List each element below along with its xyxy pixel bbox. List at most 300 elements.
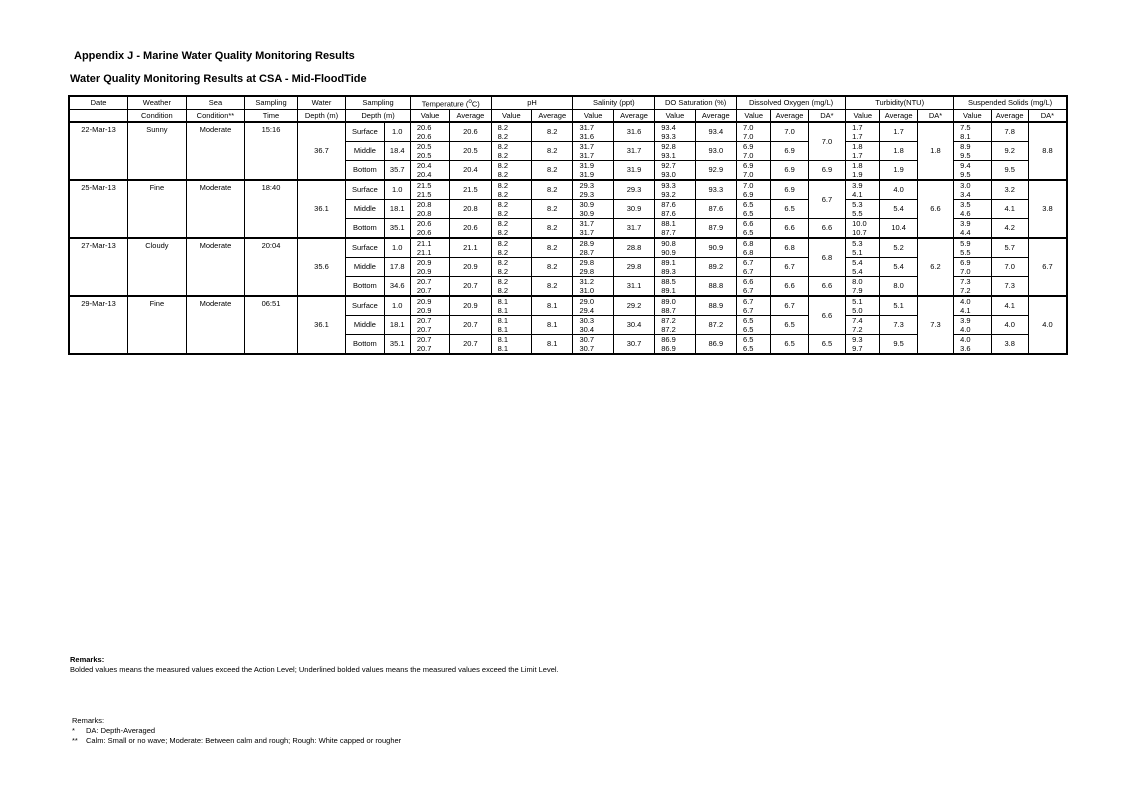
temperature-values [410, 257, 449, 276]
header-sampling-time: Sampling [245, 96, 298, 109]
suspended-solids-values [954, 141, 991, 160]
table-row [69, 122, 1067, 142]
dissolved-oxygen-values [737, 276, 771, 296]
ph-values [491, 199, 531, 218]
suspended-solids-average: 5.7 [991, 238, 1028, 258]
dissolved-oxygen-average: 6.9 [771, 160, 808, 180]
header-date: Date [69, 96, 128, 109]
dissolved-oxygen-values-reading: 6.5 [743, 343, 754, 353]
do-saturation-values-reading: 93.2 [661, 189, 676, 199]
suspended-solids-values-reading: 3.9 [960, 218, 971, 228]
subheader-average: Average [695, 109, 736, 122]
salinity-values-reading: 29.4 [579, 305, 595, 315]
temperature-average: 21.5 [450, 180, 491, 200]
turbidity-values [846, 334, 880, 354]
ph-average: 8.2 [532, 122, 573, 142]
suspended-solids-values-reading: 8.1 [960, 131, 971, 141]
ph-average: 8.2 [532, 276, 573, 296]
dissolved-oxygen-bottom-da: 6.5 [808, 334, 845, 354]
dissolved-oxygen-values-reading: 6.7 [743, 285, 754, 295]
salinity-average: 31.7 [613, 218, 654, 238]
salinity-values-reading: 31.0 [579, 285, 595, 295]
do-saturation-average: 86.9 [695, 334, 736, 354]
ph-values [491, 276, 531, 296]
turbidity-average: 10.4 [880, 218, 917, 238]
table-title: Water Quality Monitoring Results at CSA - Mid-FloodTide [70, 73, 367, 85]
salinity-values-reading: 30.7 [579, 334, 595, 344]
dissolved-oxygen-values [737, 257, 771, 276]
turbidity-values-reading: 10.7 [852, 227, 867, 237]
suspended-solids-values-reading: 3.9 [960, 315, 971, 325]
dissolved-oxygen-values-reading: 7.0 [743, 169, 754, 179]
suspended-solids-values-reading: 4.6 [960, 208, 971, 218]
appendix-title: Appendix J - Marine Water Quality Monitoring Results [74, 50, 355, 62]
date-cell: 22-Mar-13 [69, 122, 128, 180]
temperature-values [410, 141, 449, 160]
remarks-footnotes [72, 716, 401, 746]
turbidity-values-reading: 3.9 [852, 180, 863, 190]
header-weather: Weather [128, 96, 187, 109]
dissolved-oxygen-average: 6.9 [771, 180, 808, 200]
dissolved-oxygen-values-reading: 6.7 [743, 305, 754, 315]
subheader-da: DA* [1028, 109, 1067, 122]
dissolved-oxygen-values-reading: 6.5 [743, 324, 754, 334]
suspended-solids-values-reading: 4.1 [960, 305, 971, 315]
ph-values [491, 160, 531, 180]
ph-values-reading: 8.2 [497, 189, 509, 199]
suspended-solids-values-reading: 4.0 [960, 324, 971, 334]
ph-average: 8.2 [532, 160, 573, 180]
level-depth-cell: 18.1 [384, 315, 410, 334]
temperature-average: 20.5 [450, 141, 491, 160]
temperature-values-reading: 20.5 [416, 141, 432, 151]
do-saturation-values-reading: 88.5 [661, 276, 676, 286]
dissolved-oxygen-values-reading: 6.9 [743, 141, 754, 151]
table-row [69, 180, 1067, 200]
subheader-value: Value [954, 109, 991, 122]
dissolved-oxygen-values [737, 122, 771, 142]
turbidity-values-reading: 1.7 [852, 122, 863, 132]
footnote-sea-condition [72, 736, 401, 746]
temperature-average: 20.7 [450, 276, 491, 296]
salinity-values-reading: 31.7 [579, 141, 595, 151]
dissolved-oxygen-values [737, 238, 771, 258]
temperature-values-reading: 20.8 [416, 208, 432, 218]
dissolved-oxygen-bottom-da: 6.9 [808, 160, 845, 180]
suspended-solids-values-reading: 5.5 [960, 247, 971, 257]
suspended-solids-average: 3.8 [991, 334, 1028, 354]
turbidity-average: 1.8 [880, 141, 917, 160]
subheader-average: Average [532, 109, 573, 122]
dissolved-oxygen-values-reading: 6.8 [743, 238, 754, 248]
temperature-values-reading: 20.5 [416, 150, 432, 160]
do-saturation-values-reading: 89.3 [661, 266, 676, 276]
suspended-solids-values [954, 238, 991, 258]
do-saturation-average: 87.9 [695, 218, 736, 238]
ph-values [491, 180, 531, 200]
do-saturation-average: 87.6 [695, 199, 736, 218]
salinity-values-reading: 29.3 [579, 189, 595, 199]
dissolved-oxygen-average: 6.6 [771, 218, 808, 238]
temperature-values [410, 180, 449, 200]
salinity-values-reading: 31.9 [579, 169, 595, 179]
turbidity-average: 5.4 [880, 199, 917, 218]
salinity-values [573, 257, 613, 276]
turbidity-values [846, 296, 880, 316]
salinity-values-reading: 31.9 [579, 160, 595, 170]
suspended-solids-values-reading: 3.0 [960, 180, 971, 190]
sea-condition-cell: Moderate [186, 296, 245, 354]
salinity-values-reading: 30.4 [579, 324, 595, 334]
turbidity-average: 5.1 [880, 296, 917, 316]
turbidity-values-reading: 5.1 [852, 296, 863, 306]
temperature-values-reading: 20.4 [416, 169, 432, 179]
ph-values [491, 315, 531, 334]
ph-values-reading: 8.2 [497, 141, 509, 151]
ph-values-reading: 8.2 [497, 160, 509, 170]
suspended-solids-average: 4.0 [991, 315, 1028, 334]
header-turbidity: Turbidity(NTU) [846, 96, 954, 109]
suspended-solids-average: 7.3 [991, 276, 1028, 296]
suspended-solids-values-reading: 4.4 [960, 227, 971, 237]
do-saturation-values-reading: 93.3 [661, 131, 676, 141]
do-saturation-values [655, 180, 695, 200]
do-saturation-values-reading: 88.7 [661, 305, 676, 315]
dissolved-oxygen-da: 6.8 [808, 238, 845, 277]
do-saturation-values-reading: 87.6 [661, 208, 676, 218]
suspended-solids-values [954, 315, 991, 334]
do-saturation-values-reading: 92.8 [661, 141, 676, 151]
temperature-values [410, 276, 449, 296]
ph-average: 8.1 [532, 334, 573, 354]
do-saturation-average: 87.2 [695, 315, 736, 334]
turbidity-values [846, 257, 880, 276]
ph-values-reading: 8.1 [497, 305, 509, 315]
ph-average: 8.2 [532, 238, 573, 258]
dissolved-oxygen-values-reading: 6.9 [743, 189, 754, 199]
water-depth-cell: 36.1 [297, 180, 345, 238]
dissolved-oxygen-average: 6.5 [771, 334, 808, 354]
do-saturation-values-reading: 90.8 [661, 238, 676, 248]
footnote-text: DA: Depth-Averaged [86, 726, 156, 735]
temperature-values-reading: 21.5 [416, 189, 432, 199]
salinity-values-reading: 31.7 [579, 218, 595, 228]
temperature-values-reading: 20.6 [416, 122, 432, 132]
salinity-values [573, 276, 613, 296]
suspended-solids-values-reading: 9.5 [960, 169, 971, 179]
subheader-value: Value [846, 109, 880, 122]
ph-values [491, 257, 531, 276]
do-saturation-values-reading: 87.7 [661, 227, 676, 237]
header-dissolved-oxygen: Dissolved Oxygen (mg/L) [737, 96, 846, 109]
temperature-average: 21.1 [450, 238, 491, 258]
subheader-da: DA* [917, 109, 953, 122]
level-name-cell: Bottom [346, 276, 384, 296]
turbidity-values [846, 315, 880, 334]
dissolved-oxygen-values [737, 199, 771, 218]
temperature-values [410, 296, 449, 316]
salinity-values-reading: 30.9 [579, 199, 595, 209]
ph-values-reading: 8.2 [497, 247, 509, 257]
dissolved-oxygen-values [737, 296, 771, 316]
turbidity-values [846, 160, 880, 180]
level-name-cell: Surface [346, 122, 384, 142]
salinity-values-reading: 31.7 [579, 150, 595, 160]
header-weather-2: Condition [128, 109, 187, 122]
dissolved-oxygen-values [737, 315, 771, 334]
sea-condition-cell: Moderate [186, 122, 245, 180]
do-saturation-values [655, 315, 695, 334]
ph-values-reading: 8.1 [497, 296, 509, 306]
header-sea: Sea [186, 96, 245, 109]
subheader-value: Value [655, 109, 695, 122]
ph-values [491, 122, 531, 142]
temperature-average: 20.9 [450, 257, 491, 276]
dissolved-oxygen-average: 6.8 [771, 238, 808, 258]
header-sea-2: Condition** [186, 109, 245, 122]
dissolved-oxygen-values-reading: 6.5 [743, 315, 754, 325]
suspended-solids-values-reading: 6.9 [960, 257, 971, 267]
suspended-solids-values-reading: 4.0 [960, 334, 971, 344]
dissolved-oxygen-bottom-da: 6.6 [808, 276, 845, 296]
header-row-1 [69, 96, 1067, 109]
turbidity-da: 6.2 [917, 238, 953, 296]
dissolved-oxygen-values-reading: 6.5 [743, 199, 754, 209]
turbidity-values-reading: 5.1 [852, 247, 863, 257]
turbidity-values-reading: 9.7 [852, 343, 863, 353]
dissolved-oxygen-average: 6.6 [771, 276, 808, 296]
do-saturation-average: 89.2 [695, 257, 736, 276]
temperature-values [410, 334, 449, 354]
dissolved-oxygen-values-reading: 6.9 [743, 160, 754, 170]
dissolved-oxygen-values-reading: 6.7 [743, 266, 754, 276]
level-name-cell: Bottom [346, 334, 384, 354]
level-depth-cell: 1.0 [384, 238, 410, 258]
turbidity-average: 4.0 [880, 180, 917, 200]
header-suspended-solids: Suspended Solids (mg/L) [954, 96, 1067, 109]
suspended-solids-values-reading: 3.4 [960, 189, 971, 199]
ph-values-reading: 8.2 [497, 276, 509, 286]
dissolved-oxygen-values-reading: 6.5 [743, 208, 754, 218]
subheader-average: Average [991, 109, 1028, 122]
temperature-values-reading: 20.4 [416, 160, 432, 170]
weather-cell: Cloudy [128, 238, 187, 296]
temperature-values-reading: 20.7 [416, 343, 432, 353]
temperature-values [410, 315, 449, 334]
turbidity-da: 6.6 [917, 180, 953, 238]
turbidity-values [846, 122, 880, 142]
turbidity-values-reading: 7.9 [852, 285, 863, 295]
subheader-value: Value [737, 109, 771, 122]
salinity-average: 30.4 [613, 315, 654, 334]
do-saturation-values-reading: 88.1 [661, 218, 676, 228]
salinity-average: 31.6 [613, 122, 654, 142]
level-depth-cell: 34.6 [384, 276, 410, 296]
turbidity-values-reading: 8.0 [852, 276, 863, 286]
date-cell: 25-Mar-13 [69, 180, 128, 238]
subheader-value: Value [491, 109, 531, 122]
do-saturation-values-reading: 89.0 [661, 296, 676, 306]
temperature-average: 20.6 [450, 218, 491, 238]
weather-cell: Fine [128, 296, 187, 354]
suspended-solids-values [954, 122, 991, 142]
footnote-mark: * [72, 726, 75, 735]
temperature-values-reading: 20.9 [416, 266, 432, 276]
dissolved-oxygen-values-reading: 7.0 [743, 131, 754, 141]
dissolved-oxygen-values-reading: 6.5 [743, 334, 754, 344]
subheader-da: DA* [808, 109, 845, 122]
level-name-cell: Middle [346, 141, 384, 160]
level-name-cell: Middle [346, 199, 384, 218]
suspended-solids-values [954, 199, 991, 218]
salinity-values [573, 180, 613, 200]
header-ph: pH [491, 96, 573, 109]
dissolved-oxygen-bottom-da: 6.6 [808, 218, 845, 238]
subheader-value: Value [410, 109, 449, 122]
suspended-solids-values [954, 296, 991, 316]
dissolved-oxygen-average: 6.5 [771, 315, 808, 334]
ph-average: 8.2 [532, 199, 573, 218]
temperature-values [410, 122, 449, 142]
temperature-values-reading: 21.1 [416, 238, 432, 248]
turbidity-average: 5.4 [880, 257, 917, 276]
ph-average: 8.2 [532, 257, 573, 276]
temperature-values-reading: 20.7 [416, 324, 432, 334]
do-saturation-values [655, 199, 695, 218]
salinity-values [573, 315, 613, 334]
temperature-values [410, 238, 449, 258]
suspended-solids-values [954, 257, 991, 276]
suspended-solids-values-reading: 7.3 [960, 276, 971, 286]
temperature-values-reading: 20.7 [416, 285, 432, 295]
turbidity-values-reading: 9.3 [852, 334, 863, 344]
suspended-solids-da: 3.8 [1028, 180, 1067, 238]
suspended-solids-values [954, 160, 991, 180]
salinity-values-reading: 31.6 [579, 131, 595, 141]
footnote-da [72, 726, 401, 736]
dissolved-oxygen-values-reading: 7.0 [743, 150, 754, 160]
turbidity-values [846, 199, 880, 218]
suspended-solids-average: 9.5 [991, 160, 1028, 180]
do-saturation-average: 88.9 [695, 296, 736, 316]
do-saturation-values-reading: 86.9 [661, 343, 676, 353]
salinity-values [573, 334, 613, 354]
ph-average: 8.1 [532, 315, 573, 334]
ph-values-reading: 8.2 [497, 227, 509, 237]
dissolved-oxygen-values-reading: 6.8 [743, 247, 754, 257]
level-depth-cell: 35.7 [384, 160, 410, 180]
water-depth-cell: 36.7 [297, 122, 345, 180]
salinity-average: 28.8 [613, 238, 654, 258]
do-saturation-average: 90.9 [695, 238, 736, 258]
subheader-average: Average [880, 109, 917, 122]
suspended-solids-values-reading: 9.5 [960, 150, 971, 160]
level-depth-cell: 1.0 [384, 296, 410, 316]
suspended-solids-values-reading: 7.0 [960, 266, 971, 276]
dissolved-oxygen-values-reading: 6.6 [743, 218, 754, 228]
temperature-values [410, 160, 449, 180]
do-saturation-values-reading: 89.1 [661, 257, 676, 267]
temperature-values-reading: 20.9 [416, 296, 432, 306]
level-name-cell: Bottom [346, 218, 384, 238]
level-depth-cell: 35.1 [384, 334, 410, 354]
salinity-values-reading: 28.7 [579, 247, 595, 257]
do-saturation-values [655, 296, 695, 316]
water-quality-table [68, 95, 1068, 355]
salinity-values-reading: 29.3 [579, 180, 595, 190]
ph-values-reading: 8.1 [497, 315, 509, 325]
salinity-values [573, 218, 613, 238]
do-saturation-values-reading: 89.1 [661, 285, 676, 295]
turbidity-values-reading: 1.8 [852, 160, 863, 170]
sea-condition-cell: Moderate [186, 180, 245, 238]
temperature-values-reading: 21.1 [416, 247, 432, 257]
ph-average: 8.2 [532, 180, 573, 200]
do-saturation-values-reading: 87.2 [661, 315, 676, 325]
table-row [69, 238, 1067, 258]
salinity-values [573, 296, 613, 316]
salinity-values [573, 160, 613, 180]
ph-values-reading: 8.2 [497, 122, 509, 132]
salinity-values-reading: 30.7 [579, 343, 595, 353]
date-cell: 29-Mar-13 [69, 296, 128, 354]
level-name-cell: Middle [346, 315, 384, 334]
ph-average: 8.1 [532, 296, 573, 316]
turbidity-values-reading: 5.4 [852, 257, 863, 267]
do-saturation-values [655, 334, 695, 354]
do-saturation-values-reading: 93.3 [661, 180, 676, 190]
turbidity-values [846, 238, 880, 258]
dissolved-oxygen-average: 6.9 [771, 141, 808, 160]
ph-values-reading: 8.1 [497, 324, 509, 334]
ph-values-reading: 8.2 [497, 180, 509, 190]
salinity-values-reading: 31.2 [579, 276, 595, 286]
temperature-average: 20.7 [450, 334, 491, 354]
turbidity-values [846, 141, 880, 160]
suspended-solids-average: 9.2 [991, 141, 1028, 160]
suspended-solids-values-reading: 7.5 [960, 122, 971, 132]
header-temperature: Temperature ($^o$C) [410, 96, 491, 109]
dissolved-oxygen-da: 7.0 [808, 122, 845, 161]
level-name-cell: Surface [346, 296, 384, 316]
turbidity-values-reading: 5.3 [852, 199, 863, 209]
subheader-value: Value [573, 109, 613, 122]
turbidity-average: 5.2 [880, 238, 917, 258]
dissolved-oxygen-values [737, 160, 771, 180]
turbidity-values-reading: 10.0 [852, 218, 867, 228]
remarks-heading: Remarks: [70, 655, 105, 664]
level-name-cell: Middle [346, 257, 384, 276]
temperature-values-reading: 20.8 [416, 199, 432, 209]
suspended-solids-values [954, 276, 991, 296]
do-saturation-values-reading: 87.6 [661, 199, 676, 209]
level-depth-cell: 17.8 [384, 257, 410, 276]
do-saturation-values [655, 218, 695, 238]
level-name-cell: Surface [346, 180, 384, 200]
suspended-solids-da: 6.7 [1028, 238, 1067, 296]
do-saturation-values-reading: 87.2 [661, 324, 676, 334]
ph-values-reading: 8.2 [497, 218, 509, 228]
turbidity-values-reading: 7.2 [852, 324, 863, 334]
temperature-values [410, 199, 449, 218]
do-saturation-values-reading: 92.7 [661, 160, 676, 170]
water-depth-cell: 36.1 [297, 296, 345, 354]
do-saturation-values-reading: 93.0 [661, 169, 676, 179]
subheader-average: Average [771, 109, 808, 122]
level-depth-cell: 18.1 [384, 199, 410, 218]
salinity-values [573, 141, 613, 160]
ph-values-reading: 8.2 [497, 131, 509, 141]
